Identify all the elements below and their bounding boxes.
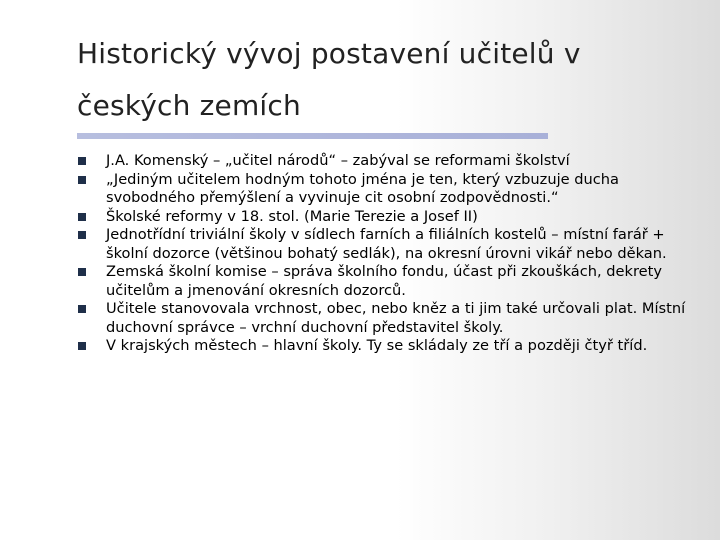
square-bullet-icon [78, 213, 86, 221]
list-item-text: J.A. Komenský – „učitel národů“ – zabýval se reformami školství [106, 152, 570, 169]
square-bullet-icon [78, 231, 86, 239]
list-item-text: Učitele stanovovala vrchnost, obec, nebo kněz a ti jim také určovali plat. Místní duchovní správce – vrchní duchovní představitel školy. [106, 300, 686, 336]
list-item [78, 263, 688, 300]
bullet-list [78, 152, 688, 356]
list-item [78, 152, 688, 171]
list-item [78, 171, 688, 208]
square-bullet-icon [78, 176, 86, 184]
list-item [78, 226, 688, 263]
list-item [78, 208, 688, 227]
square-bullet-icon [78, 157, 86, 165]
square-bullet-icon [78, 268, 86, 276]
list-item-text: Jednotřídní triviální školy v sídlech farních a filiálních kostelů – místní farář + školní dozorce (většinou bohatý sedlák), na okresní úrovni vikář nebo děkan. [106, 226, 667, 262]
title-divider [77, 133, 548, 139]
list-item-text: V krajských městech – hlavní školy. Ty se skládaly ze tří a později čtyř tříd. [106, 337, 648, 354]
list-item-text: Školské reformy v 18. stol. (Marie Terezie a Josef II) [106, 207, 478, 225]
square-bullet-icon [78, 342, 86, 350]
square-bullet-icon [78, 305, 86, 313]
slide-title: Historický vývoj postavení učitelů v českých zemích [77, 37, 581, 122]
list-item [78, 300, 688, 337]
list-item [78, 337, 688, 356]
list-item-text: Zemská školní komise – správa školního fondu, účast při zkouškách, dekrety učitelům a jmenování okresních dozorců. [106, 263, 663, 299]
list-item-text: „Jediným učitelem hodným tohoto jména je ten, který vzbuzuje ducha svobodného přemýšlení a vyvinuje cit osobní zodpovědnosti.“ [106, 170, 619, 206]
